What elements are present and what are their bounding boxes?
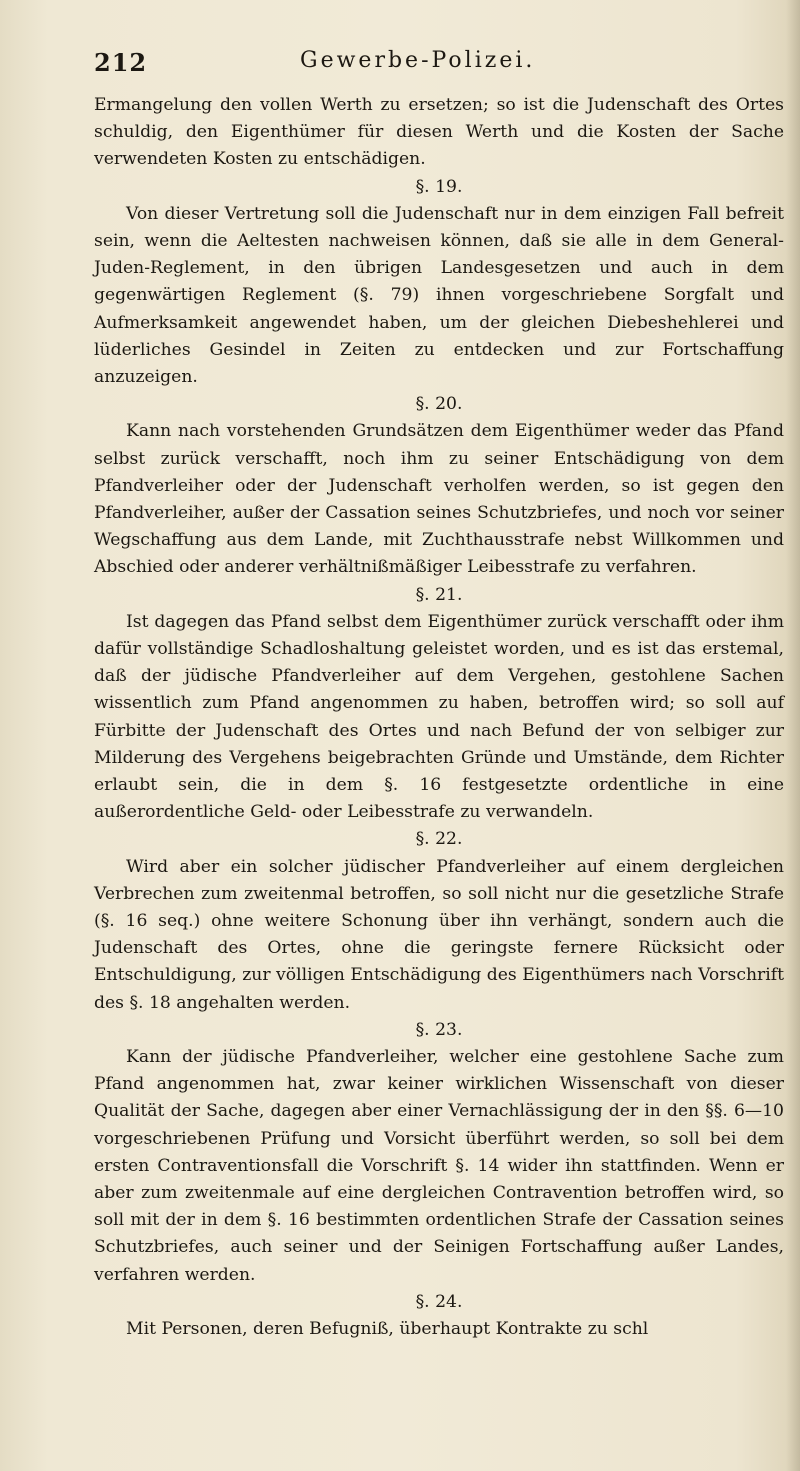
section-heading: §. 23. bbox=[415, 1019, 463, 1040]
paragraph: Kann nach vorstehenden Grundsätzen dem Eigenthümer weder das Pfand selbst zurück verschafft, noch ihm zu seiner Entschädigung von dem Pfandverleiher oder der Judenschaft verholfen werden, so ist gegen den Pfandverleiher, außer der Cassation seines Schutzbriefes, und noch vor seiner Wegschaffung aus dem Lande, mit Zuchthausstrafe nebst Willkommen und Abschied oder anderer verhältnißmäßiger Leibesstrafe zu verfahren. bbox=[94, 421, 784, 578]
section-heading: §. 21. bbox=[415, 584, 463, 605]
section-heading: §. 22. bbox=[415, 829, 463, 850]
section-heading: §. 19. bbox=[415, 176, 463, 197]
page-header bbox=[0, 44, 800, 84]
paragraph: Ist dagegen das Pfand selbst dem Eigenthümer zurück verschafft oder ihm dafür vollständige Schadloshaltung geleistet worden, und es ist das erstemal, daß der jüdische Pfandverleiher auf dem Vergehen, gestohlene Sachen wissentlich zum Pfand angenommen zu haben, betroffen wird; so soll auf Fürbitte der Judenschaft des Ortes und nach Befund der von selbiger zur Milderung des Vergehens beigebrachten Gründe und Umstände, dem Richter erlaubt sein, die in dem §. 16 festgesetzte ordentliche in eine außerordentliche Geld- oder Leibesstrafe zu verwandeln. bbox=[94, 611, 784, 823]
paragraph: Von dieser Vertretung soll die Judenschaft nur in dem einzigen Fall befreit sein, wenn die Aeltesten nachweisen können, daß sie alle in dem General-Juden-Reglement, in den übrigen Landesgesetzen und auch in dem gegenwärtigen Reglement (§. 79) ihnen vorgeschriebene Sorgfalt und Aufmerksamkeit angewendet haben, um der gleichen Diebeshehlerei und lüderliches Gesindel in Zeiten zu entdecken und zur Fortschaffung anzuzeigen. bbox=[94, 203, 784, 388]
page-edge-shadow bbox=[786, 0, 800, 1471]
paragraph: Mit Personen, deren Befugniß, überhaupt Kontrakte zu schl bbox=[126, 1319, 649, 1340]
section-heading: §. 24. bbox=[415, 1291, 463, 1312]
section-heading: §. 20. bbox=[415, 394, 463, 415]
running-head: Gewerbe-Polizei. bbox=[300, 48, 536, 73]
paragraph: Kann der jüdische Pfandverleiher, welcher eine gestohlene Sache zum Pfand angenommen hat, zwar keiner wirklichen Wissenschaft von dieser Qualität der Sache, dagegen aber einer Vernachlässigung der in den §§. 6—10 vorgeschriebenen Prüfung und Vorsicht überführt werden, so soll bei dem ersten Contraventionsfall die Vorschrift §. 14 wider ihn stattfinden. Wenn er aber zum zweitenmale auf eine dergleichen Contravention betroffen wird, so soll mit der in dem §. 16 bestimmten ordentlichen Strafe der Cassation seines Schutzbriefes, auch seiner und der Seinigen Fortschaffung außer Landes, verfahren werden. bbox=[94, 1047, 784, 1285]
body-text bbox=[94, 92, 784, 1343]
page-number: 212 bbox=[94, 48, 148, 77]
paragraph: Wird aber ein solcher jüdischer Pfandverleiher auf einem dergleichen Verbrechen zum zweitenmal betroffen, so soll nicht nur die gesetzliche Strafe (§. 16 seq.) ohne weitere Schonung über ihn verhängt, sondern auch die Judenschaft des Ortes, ohne die geringste fernere Rücksicht oder Entschuldigung, zur völligen Entschädigung des Eigenthümers nach Vorschrift des §. 18 angehalten werden. bbox=[94, 856, 784, 1013]
paragraph-continued: Ermangelung den vollen Werth zu ersetzen; so ist die Judenschaft des Ortes schuldig, den Eigenthümer für diesen Werth und die Kosten der Sache verwendeten Kosten zu entschädigen. bbox=[94, 95, 784, 170]
